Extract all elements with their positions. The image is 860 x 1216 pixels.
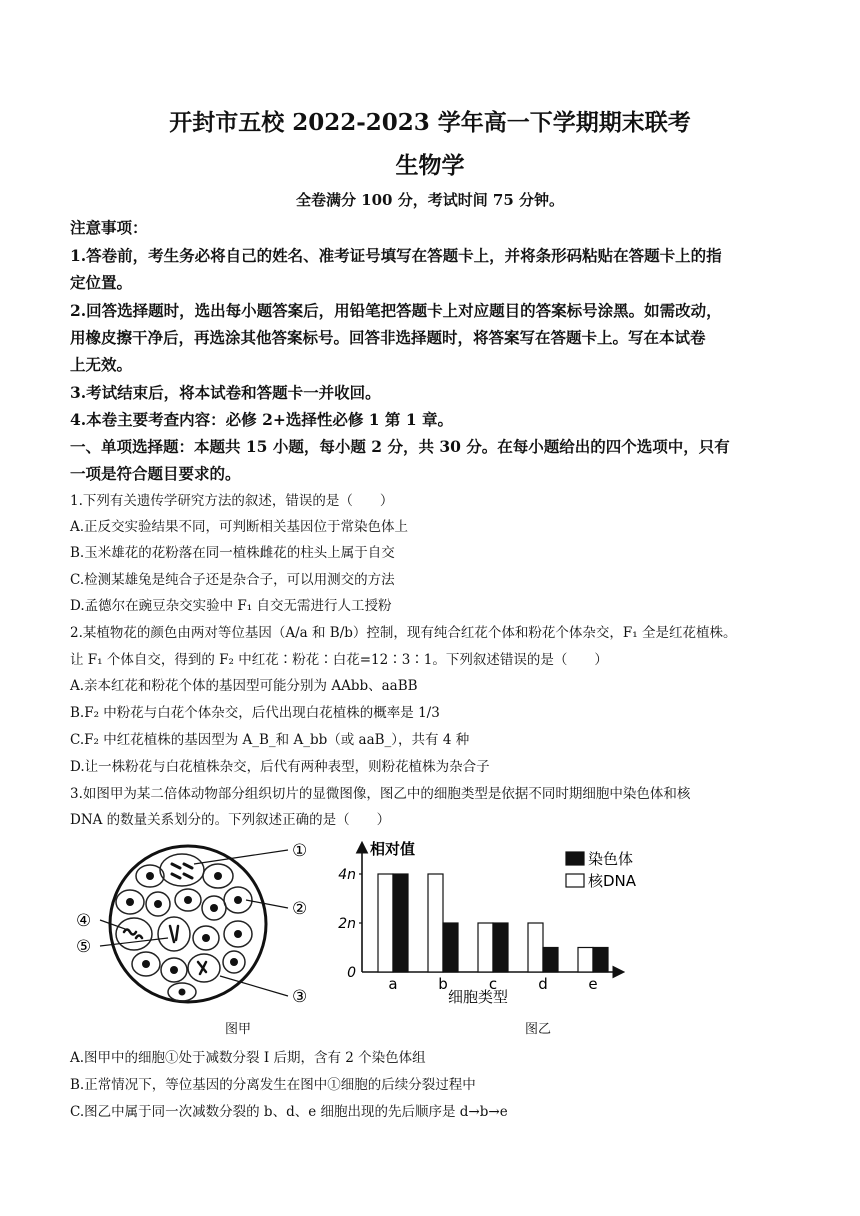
legend-swatch-0 [566, 852, 584, 865]
bar-d-dna [528, 923, 543, 972]
label-4: ④ [76, 911, 92, 931]
note-4: 4.本卷主要考查内容：必修 2+选择性必修 1 第 1 章。 [70, 410, 454, 429]
q3-option-c: C.图乙中属于同一次减数分裂的 b、d、e 细胞出现的先后顺序是 d→b→e [70, 1104, 508, 1120]
bar-e-dna [578, 948, 593, 973]
q1-option-c: C.检测某雄兔是纯合子还是杂合子，可以用测交的方法 [70, 572, 395, 588]
note-1-line1: 1.答卷前，考生务必将自己的姓名、准考证号填写在答题卡上，并将条形码粘贴在答题卡上的指 [70, 246, 722, 265]
q1-option-d: D.孟德尔在豌豆杂交实验中 F₁ 自交无需进行人工授粉 [70, 598, 392, 614]
exam-subject: 生物学 [395, 152, 465, 179]
x-tick-label-b: b [438, 975, 448, 993]
figure-yi-bar-chart [330, 834, 640, 1012]
label-2: ② [292, 899, 308, 919]
q1-stem: 1.下列有关遗传学研究方法的叙述，错误的是（ ） [70, 493, 394, 509]
q3-option-a: A.图甲中的细胞①处于减数分裂 I 后期，含有 2 个染色体组 [70, 1050, 426, 1066]
note-3: 3.考试结束后，将本试卷和答题卡一并收回。 [70, 383, 381, 402]
bar-b-dna [428, 874, 443, 972]
x-tick-label-a: a [388, 975, 398, 993]
bar-b-chromosome [443, 923, 458, 972]
q3-stem-line2: DNA 的数量关系划分的。下列叙述正确的是（ ） [70, 812, 391, 828]
bar-a-dna [378, 874, 393, 972]
q3-option-b: B.正常情况下，等位基因的分离发生在图中①细胞的后续分裂过程中 [70, 1077, 476, 1093]
exam-info: 全卷满分 100 分，考试时间 75 分钟。 [295, 191, 565, 209]
exam-title: 开封市五校 2022-2023 学年高一下学期期末联考 [169, 109, 691, 136]
bar-e-chromosome [593, 948, 608, 973]
figure-jia-caption: 图甲 [225, 1022, 252, 1037]
label-5: ⑤ [76, 937, 92, 957]
bar-c-dna [478, 923, 493, 972]
y-tick-label-2: 4n [338, 867, 356, 883]
bar-c-chromosome [493, 923, 508, 972]
bar-d-chromosome [543, 948, 558, 973]
x-tick-label-d: d [538, 975, 548, 993]
figure-jia-microscope [70, 834, 330, 1014]
x-tick-label-c: c [488, 975, 498, 993]
note-2-line1: 2.回答选择题时，选出每小题答案后，用铅笔把答题卡上对应题目的答案标号涂黑。如需改动， [70, 301, 722, 320]
label-1: ① [292, 841, 308, 861]
x-axis-label: 细胞类型 [448, 988, 509, 1006]
q2-option-b: B.F₂ 中粉花与白花个体杂交，后代出现白花植株的概率是 1/3 [70, 705, 440, 721]
section1-line1: 一、单项选择题：本题共 15 小题，每小题 2 分，共 30 分。在每小题给出的四个选项中，只有 [70, 437, 730, 456]
q1-option-b: B.玉米雄花的花粉落在同一植株雌花的柱头上属于自交 [70, 545, 395, 561]
note-2-line3: 上无效。 [70, 355, 133, 374]
figure-yi-caption: 图乙 [525, 1022, 552, 1037]
label-3: ③ [292, 987, 308, 1007]
section1-line2: 一项是符合题目要求的。 [70, 464, 241, 483]
x-tick-label-e: e [588, 975, 598, 993]
q1-option-a: A.正反交实验结果不同，可判断相关基因位于常染色体上 [70, 519, 409, 535]
q2-option-d: D.让一株粉花与白花植株杂交，后代有两种表型，则粉花植株为杂合子 [70, 759, 490, 775]
q2-option-c: C.F₂ 中红花植株的基因型为 A_B_和 A_bb（或 aaB_），共有 4 种 [70, 732, 470, 748]
q3-stem-line1: 3.如图甲为某二倍体动物部分组织切片的显微图像，图乙中的细胞类型是依据不同时期细胞中染色体和核 [70, 786, 691, 802]
q2-option-a: A.亲本红花和粉花个体的基因型可能分别为 AAbb、aaBB [70, 678, 418, 694]
note-2-line2: 用橡皮擦干净后，再选涂其他答案标号。回答非选择题时，将答案写在答题卡上。写在本试卷 [70, 328, 706, 347]
y-tick-label-1: 2n [338, 916, 356, 932]
bar-a-chromosome [393, 874, 408, 972]
legend-label-0: 染色体 [588, 850, 634, 868]
y-axis-label: 相对值 [370, 840, 416, 858]
legend-swatch-1 [566, 874, 584, 887]
notes-heading: 注意事项： [70, 218, 148, 237]
note-1-line2: 定位置。 [70, 273, 133, 292]
q2-stem-line1: 2.某植物花的颜色由两对等位基因（A/a 和 B/b）控制，现有纯合红花个体和粉花个体杂交，F₁ 全是红花植株。 [70, 625, 737, 641]
y-tick-label-0: 0 [347, 965, 356, 981]
q2-stem-line2: 让 F₁ 个体自交，得到的 F₂ 中红花∶粉花∶白花=12∶3∶1。下列叙述错误的是（ ） [70, 652, 608, 668]
legend-label-1: 核DNA [588, 872, 637, 890]
